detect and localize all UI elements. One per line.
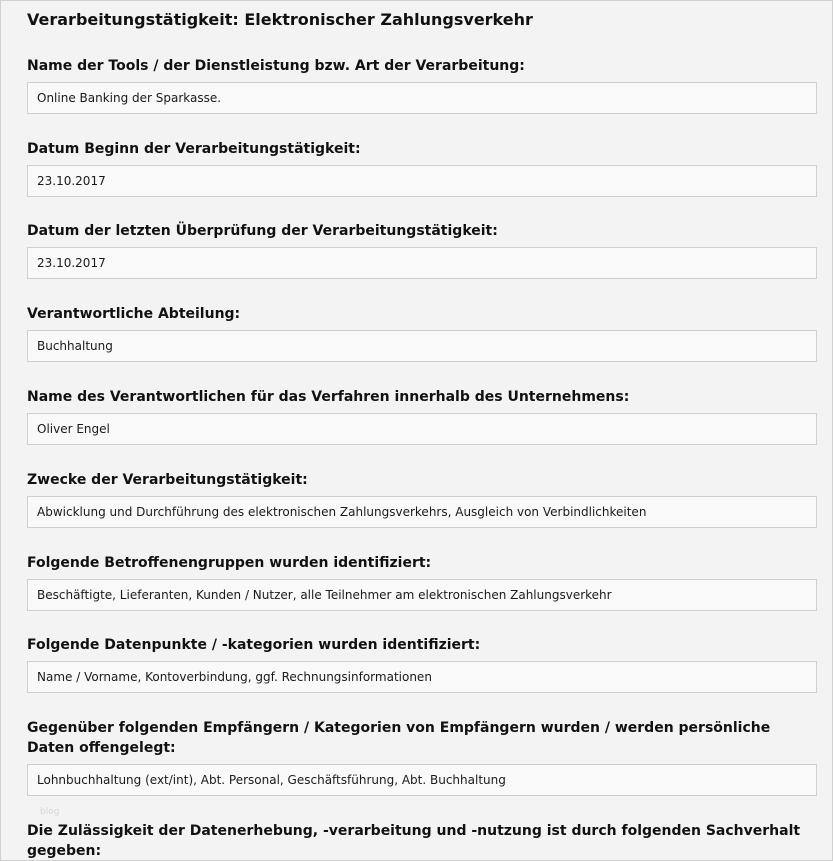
field-department: [27, 304, 817, 362]
responsible-person-field[interactable]: Oliver Engel: [27, 413, 817, 445]
field-label: Verantwortliche Abteilung:: [27, 306, 241, 322]
department-field[interactable]: Buchhaltung: [27, 330, 817, 362]
purposes-field[interactable]: Abwicklung und Durchführung des elektronischen Zahlungsverkehrs, Ausgleich von Verbindlichkeiten: [27, 496, 817, 528]
field-data-subjects: [27, 553, 817, 611]
recipients-field[interactable]: Lohnbuchhaltung (ext/int), Abt. Personal, Geschäftsführung, Abt. Buchhaltung: [27, 764, 817, 796]
field-label: Name der Tools / der Dienstleistung bzw. Art der Verarbeitung:: [27, 58, 525, 74]
field-label: Name des Verantwortlichen für das Verfahren innerhalb des Unternehmens:: [27, 389, 630, 405]
field-label: Folgende Betroffenengruppen wurden identifiziert:: [27, 555, 432, 571]
last-review-date-field[interactable]: 23.10.2017: [27, 247, 817, 279]
field-label: Gegenüber folgenden Empfängern / Kategorien von Empfängern wurden / werden persönliche Daten offengelegt:: [27, 720, 771, 756]
field-legal-basis: [27, 821, 817, 861]
field-label: Folgende Datenpunkte / -kategorien wurden identifiziert:: [27, 637, 481, 653]
field-last-review-date: [27, 221, 817, 279]
field-purposes: [27, 470, 817, 528]
field-recipients: [27, 718, 817, 796]
tool-name-field[interactable]: Online Banking der Sparkasse.: [27, 82, 817, 114]
field-tool-name: [27, 56, 817, 114]
data-subjects-field[interactable]: Beschäftigte, Lieferanten, Kunden / Nutzer, alle Teilnehmer am elektronischen Zahlungsverkehr: [27, 579, 817, 611]
field-label: Datum Beginn der Verarbeitungstätigkeit:: [27, 141, 361, 157]
field-responsible-person: [27, 387, 817, 445]
data-categories-field[interactable]: Name / Vorname, Kontoverbindung, ggf. Rechnungsinformationen: [27, 661, 817, 693]
start-date-field[interactable]: 23.10.2017: [27, 165, 817, 197]
field-data-categories: [27, 635, 817, 693]
field-start-date: [27, 139, 817, 197]
page-title: Verarbeitungstätigkeit: Elektronischer Zahlungsverkehr: [27, 10, 533, 29]
field-label: Datum der letzten Überprüfung der Verarbeitungstätigkeit:: [27, 223, 498, 239]
field-label: Die Zulässigkeit der Datenerhebung, -verarbeitung und -nutzung ist durch folgenden Sachverhalt gegeben:: [27, 823, 801, 859]
watermark: blog: [40, 807, 60, 817]
field-label: Zwecke der Verarbeitungstätigkeit:: [27, 472, 308, 488]
